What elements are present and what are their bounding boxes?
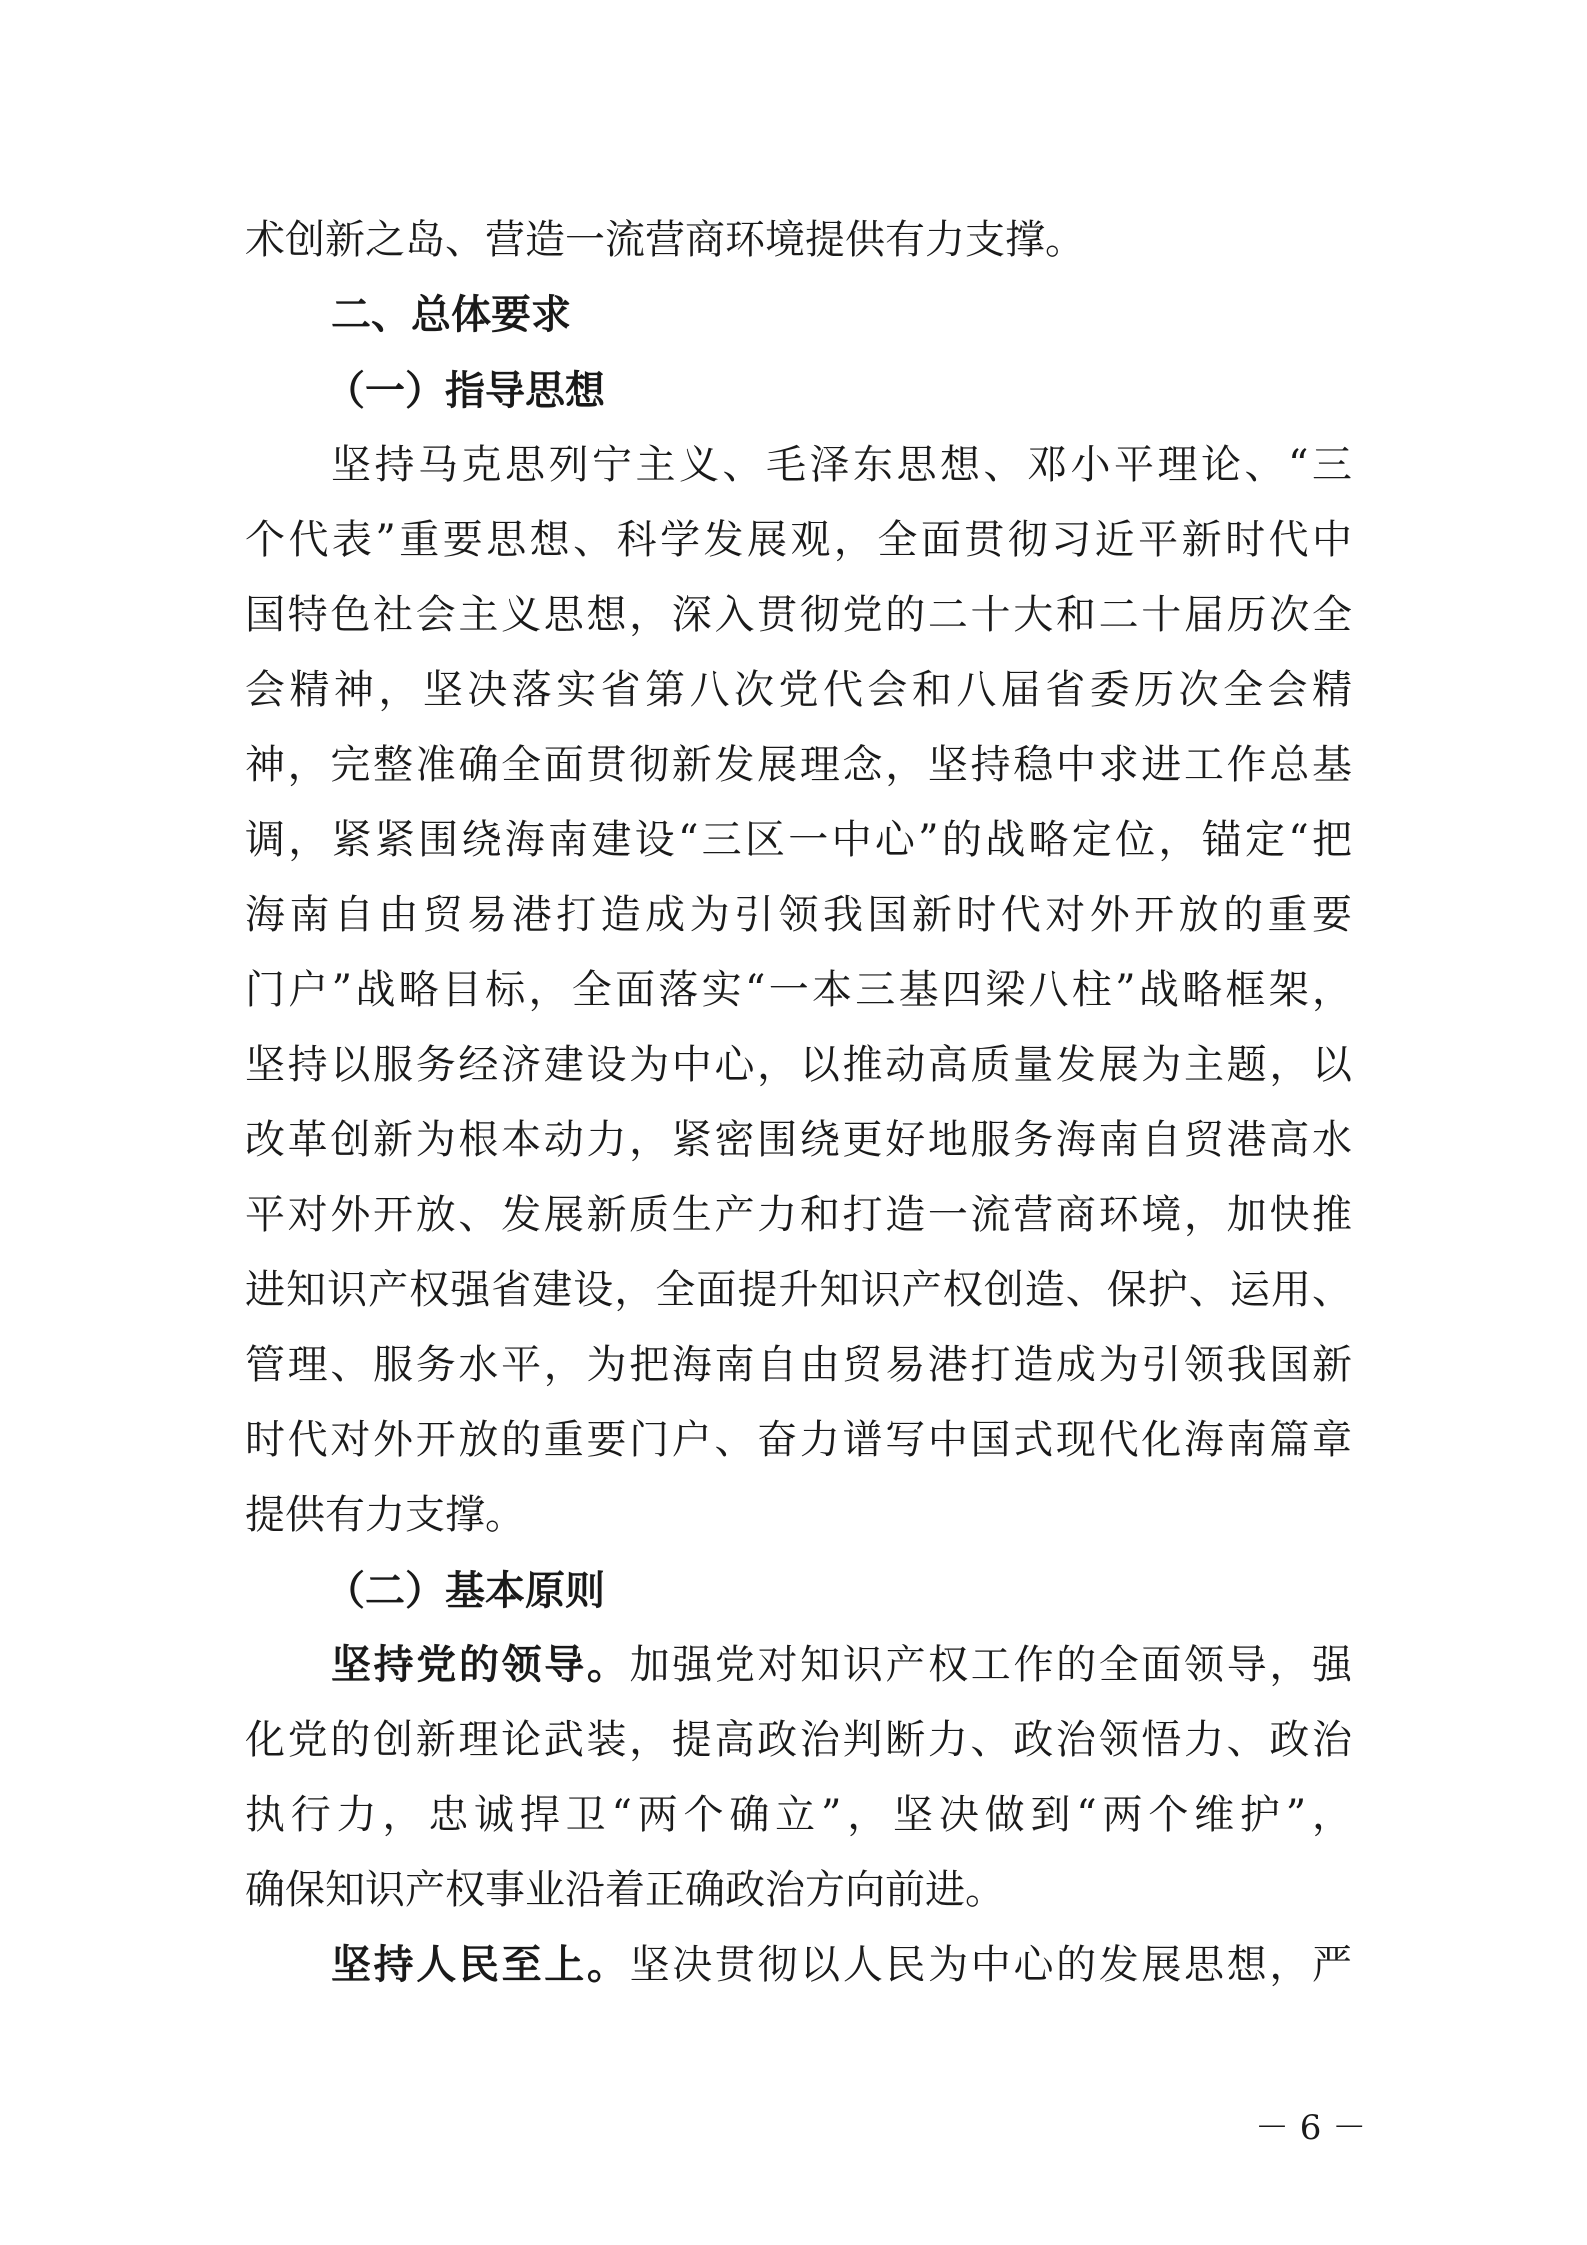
- page-number: － 6 －: [1255, 2108, 1367, 2148]
- principle-text: 加强党对知识产权工作的全面领导，强: [629, 1642, 1352, 1688]
- paragraph-line: 进知识产权强省建设，全面提升知识产权创造、保护、运用、: [245, 1267, 1352, 1313]
- paragraph-line: 管理、服务水平，为把海南自由贸易港打造成为引领我国新: [245, 1342, 1352, 1388]
- paragraph-line: 时代对外开放的重要门户、奋力谱写中国式现代化海南篇章: [245, 1417, 1352, 1463]
- paragraph-line: 确保知识产权事业沿着正确政治方向前进。: [245, 1867, 1005, 1913]
- principle-text: 坚决贯彻以人民为中心的发展思想，严: [629, 1942, 1352, 1988]
- paragraph-line: 个代表”重要思想、科学发展观，全面贯彻习近平新时代中: [245, 517, 1352, 563]
- principle-title: 坚持党的领导。: [331, 1642, 630, 1688]
- paragraph-line: 国特色社会主义思想，深入贯彻党的二十大和二十届历次全: [245, 592, 1352, 638]
- paragraph-line: 术创新之岛、营造一流营商环境提供有力支撑。: [245, 217, 1085, 263]
- subsection-heading: （二）基本原则: [325, 1567, 605, 1614]
- paragraph-line: 坚持马克思列宁主义、毛泽东思想、邓小平理论、“三: [331, 442, 1352, 488]
- paragraph-line: 调，紧紧围绕海南建设“三区一中心”的战略定位，锚定“把: [245, 817, 1352, 863]
- subsection-heading: （一）指导思想: [325, 367, 605, 414]
- paragraph-line: 化党的创新理论武装，提高政治判断力、政治领悟力、政治: [245, 1717, 1352, 1763]
- principle-line: [245, 1928, 1352, 2003]
- paragraph-line: 改革创新为根本动力，紧密围绕更好地服务海南自贸港高水: [245, 1117, 1352, 1163]
- paragraph-line: 会精神，坚决落实省第八次党代会和八届省委历次全会精: [245, 667, 1352, 713]
- paragraph-line: 坚持以服务经济建设为中心，以推动高质量发展为主题，以: [245, 1042, 1352, 1088]
- body-text: [245, 203, 1352, 2003]
- paragraph-line: 执行力，忠诚捍卫“两个确立”，坚决做到“两个维护”，: [245, 1792, 1352, 1838]
- paragraph-line: 海南自由贸易港打造成为引领我国新时代对外开放的重要: [245, 892, 1352, 938]
- paragraph-line: 神，完整准确全面贯彻新发展理念，坚持稳中求进工作总基: [245, 742, 1352, 788]
- paragraph-line: 提供有力支撑。: [245, 1492, 525, 1538]
- paragraph-line: 门户”战略目标，全面落实“一本三基四梁八柱”战略框架，: [245, 967, 1352, 1013]
- paragraph-line: 平对外开放、发展新质生产力和打造一流营商环境，加快推: [245, 1192, 1352, 1238]
- principle-line: [245, 1628, 1352, 1703]
- section-heading: 二、总体要求: [331, 292, 571, 338]
- principle-title: 坚持人民至上。: [331, 1942, 630, 1988]
